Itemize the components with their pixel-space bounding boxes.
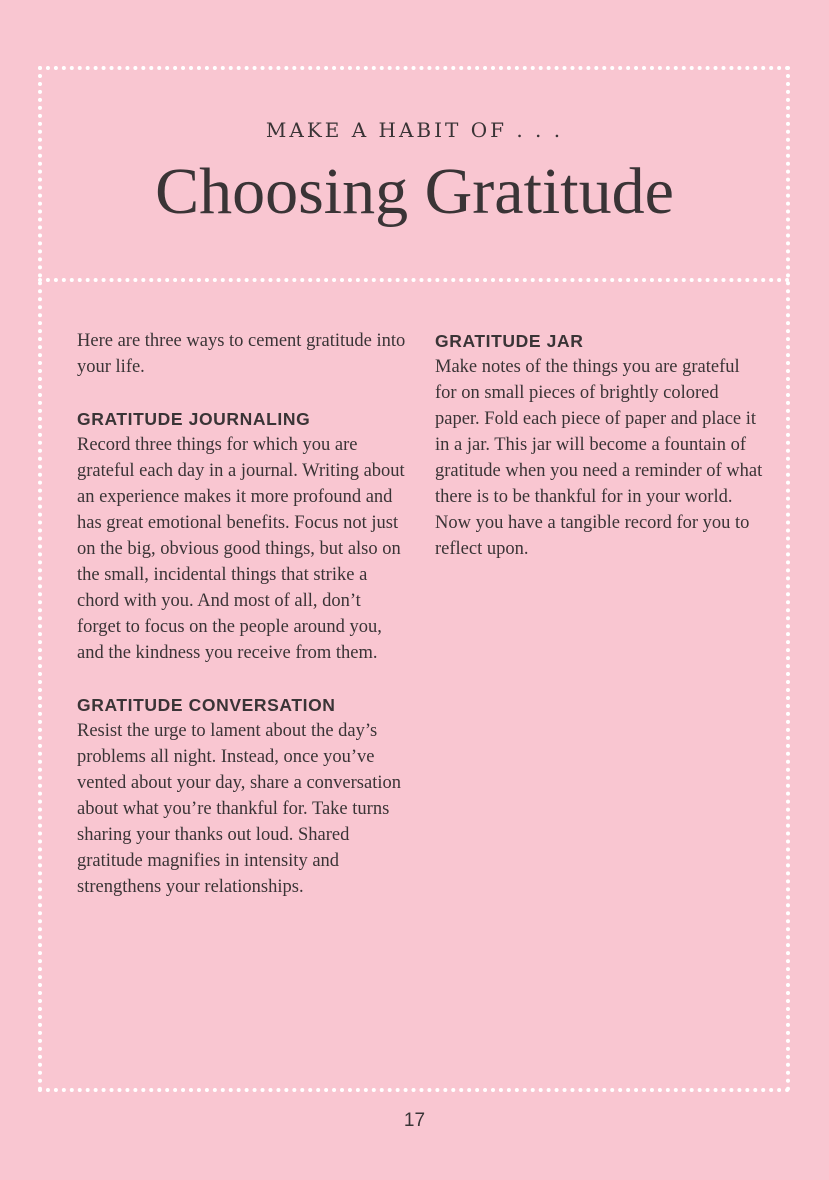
section-heading: GRATITUDE CONVERSATION xyxy=(77,695,336,715)
section-body: Resist the urge to lament about the day’s problems all night. Instead, once you’ve vented about your day, share a conversation about what you’re thankful for. Take turns sharing your thanks out loud. Shared gratitude magnifies in intensity and strengthens your relationships. xyxy=(77,721,401,897)
intro-paragraph: Here are three ways to cement gratitude into your life. xyxy=(77,331,406,377)
right-column xyxy=(435,328,765,588)
section-body: Record three things for which you are grateful each day in a journal. Writing about an experience makes it more profound and has great emotional benefits. Focus not just on the big, obvious good things, but also on the small, incidental things that strike a chord with you. And most of all, don’t forget to focus on the people around you, and the kindness you receive from them. xyxy=(77,435,405,663)
page-title: Choosing Gratitude xyxy=(155,155,674,228)
section-journaling xyxy=(77,406,407,666)
left-column xyxy=(77,328,407,926)
dotted-divider xyxy=(38,278,790,282)
section-jar xyxy=(435,328,765,562)
section-heading: GRATITUDE JAR xyxy=(435,331,584,351)
section-body: Make notes of the things you are grateful for on small pieces of brightly colored paper. Fold each piece of paper and place it in a jar. This jar will become a fountain of gratitude when you need a reminder of what there is to be thankful for in your world. Now you have a tangible record for you to reflect upon. xyxy=(435,357,763,559)
section-conversation xyxy=(77,692,407,900)
page-number: 17 xyxy=(403,1110,426,1131)
kicker-text: MAKE A HABIT OF . . . xyxy=(265,118,564,142)
section-heading: GRATITUDE JOURNALING xyxy=(77,409,311,429)
